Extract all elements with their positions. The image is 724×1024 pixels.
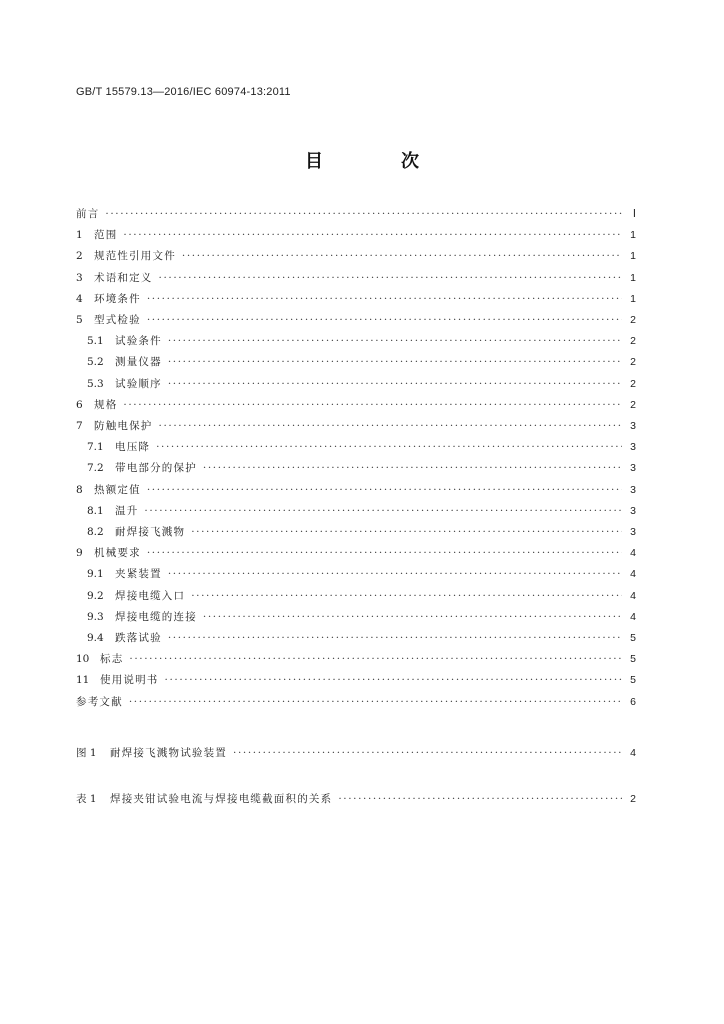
toc-entry-page: 4	[630, 610, 636, 623]
toc-entry[interactable]	[76, 672, 636, 688]
toc-entry-title: 焊接夹钳试验电流与焊接电缆截面积的关系	[110, 793, 333, 805]
toc-entry-page: 3	[630, 441, 636, 454]
toc-entry-page: 4	[630, 547, 636, 560]
toc-entry-page: 5	[630, 674, 636, 687]
toc-dot-leader	[165, 672, 623, 688]
toc-entry-number: 9.1	[87, 568, 104, 581]
toc-entry-page: 1	[630, 229, 636, 242]
toc-entry[interactable]	[76, 545, 636, 561]
toc-dot-leader	[182, 248, 622, 264]
standard-number: GB/T 15579.13—2016/IEC 60974-13:2011	[76, 86, 291, 98]
toc-entry-number: 7.2	[87, 462, 104, 475]
toc-entry[interactable]	[87, 354, 636, 370]
toc-entry-title: 规范性引用文件	[94, 250, 176, 263]
toc-dot-leader	[168, 630, 622, 646]
toc-entry[interactable]	[87, 609, 636, 625]
toc-entry-page: 3	[630, 526, 636, 538]
toc-entry-page: 3	[630, 420, 636, 432]
toc-entry[interactable]	[76, 248, 636, 264]
toc-entry-page: 4	[630, 589, 636, 602]
toc-entry-title: 焊接电缆的连接	[115, 610, 197, 623]
toc-entry-page: 4	[630, 568, 636, 581]
toc-entry[interactable]	[76, 270, 636, 286]
toc-entry-title: 机械要求	[94, 547, 141, 560]
toc-dot-leader	[159, 270, 623, 286]
toc-entry-number: 7	[76, 420, 83, 432]
toc-entry[interactable]	[76, 482, 636, 498]
toc-dot-leader	[129, 651, 622, 667]
toc-entry-page: 1	[630, 250, 636, 263]
toc-entry-number: 7.1	[87, 441, 104, 454]
toc-entry-title: 热额定值	[94, 483, 141, 496]
toc-entry-title: 术语和定义	[94, 271, 153, 284]
toc-entry[interactable]	[87, 524, 636, 540]
toc-entry-number: 5.2	[87, 356, 104, 369]
toc-entry-number: 10	[76, 653, 90, 666]
toc-dot-leader	[147, 291, 622, 307]
toc-entry[interactable]	[76, 694, 636, 710]
toc-dot-leader	[168, 376, 622, 392]
toc-dot-leader	[144, 503, 622, 519]
toc-dot-leader	[191, 588, 622, 604]
toc-entry-title: 耐焊接飞溅物试验装置	[110, 747, 227, 759]
toc-entry[interactable]	[87, 439, 636, 455]
page-title: 目 次	[305, 151, 449, 172]
toc-entry-title: 电压降	[115, 441, 151, 454]
toc-entry-number: 4	[76, 292, 83, 305]
toc-entry-number: 5.3	[87, 377, 104, 390]
toc-entry-title: 前言	[76, 208, 100, 220]
toc-entry-number: 6	[76, 398, 83, 411]
toc-entry-number: 9.2	[87, 589, 104, 602]
toc-entry-number: 1	[76, 229, 83, 242]
toc-dot-leader	[203, 460, 622, 476]
toc-entry-title: 焊接电缆入口	[115, 589, 186, 602]
toc-entry[interactable]	[87, 503, 636, 519]
toc-entry-number: 5.1	[87, 335, 104, 348]
toc-entry-title: 范围	[94, 229, 118, 242]
toc-entry-number: 8.1	[87, 504, 104, 517]
toc-entry[interactable]	[76, 291, 636, 307]
toc-entry-page: 2	[630, 377, 636, 390]
toc-entry-title: 使用说明书	[100, 674, 159, 687]
toc-entry-number: 9.3	[87, 610, 104, 623]
toc-entry-title: 带电部分的保护	[115, 462, 197, 475]
toc-entry-page: 6	[630, 695, 636, 708]
toc-entry[interactable]	[76, 312, 636, 328]
toc-entry-title: 测量仪器	[115, 356, 162, 369]
toc-entry-title: 跌落试验	[115, 632, 162, 644]
toc-entry-title: 耐焊接飞溅物	[115, 526, 186, 538]
toc-entry[interactable]	[87, 566, 636, 582]
toc-entry-page: 3	[630, 462, 636, 475]
toc-dot-leader	[168, 354, 622, 370]
toc-entry-page: 5	[630, 653, 636, 666]
toc-entry-title: 参考文献	[76, 695, 123, 708]
toc-entry[interactable]	[76, 397, 636, 413]
toc-entry[interactable]	[87, 376, 636, 392]
toc-dot-leader	[123, 397, 622, 413]
toc-dot-leader	[123, 227, 622, 243]
toc-dot-leader	[105, 206, 622, 222]
toc-entry-title: 规格	[94, 398, 118, 411]
toc-entry-page: 5	[630, 632, 636, 644]
toc-entry[interactable]	[76, 791, 636, 807]
toc-entry-number: 表 1	[76, 793, 97, 805]
toc-entry-page: 4	[630, 747, 636, 759]
toc-entry[interactable]	[76, 418, 636, 434]
toc-entry-title: 标志	[100, 653, 124, 666]
toc-entry[interactable]	[76, 206, 636, 222]
toc-entry-number: 11	[76, 674, 90, 687]
toc-entry-title: 型式检验	[94, 314, 141, 326]
toc-entry[interactable]	[76, 745, 636, 761]
toc-dot-leader	[338, 791, 622, 807]
toc-entry-title: 夹紧装置	[115, 568, 162, 581]
toc-entry-number: 2	[76, 250, 83, 263]
toc-entry-number: 9	[76, 547, 83, 560]
toc-entry-title: 试验条件	[115, 335, 162, 348]
toc-dot-leader	[168, 566, 622, 582]
toc-entry-page: Ⅰ	[632, 208, 636, 220]
toc-entry-number: 5	[76, 314, 83, 326]
toc-entry-title: 温升	[115, 504, 139, 517]
toc-dot-leader	[147, 482, 622, 498]
toc-dot-leader	[168, 333, 622, 349]
toc-entry-page: 2	[630, 356, 636, 369]
toc-entry-number: 9.4	[87, 632, 104, 644]
toc-entry-page: 2	[630, 793, 636, 805]
toc-dot-leader	[203, 609, 622, 625]
toc-entry[interactable]	[87, 588, 636, 604]
toc-entry-page: 2	[630, 398, 636, 411]
toc-entry-page: 3	[630, 483, 636, 496]
toc-entry-title: 环境条件	[94, 292, 141, 305]
toc-entry-page: 2	[630, 335, 636, 348]
toc-dot-leader	[159, 418, 623, 434]
toc-entry[interactable]	[76, 651, 636, 667]
toc-entry-number: 图 1	[76, 747, 97, 759]
toc-dot-leader	[129, 694, 622, 710]
toc-entry-page: 3	[630, 504, 636, 517]
toc-entry-title: 试验顺序	[115, 377, 162, 390]
toc-entry[interactable]	[87, 460, 636, 476]
toc-dot-leader	[233, 745, 622, 761]
toc-entry-number: 8	[76, 483, 83, 496]
toc-entry-title: 防触电保护	[94, 420, 153, 432]
toc-dot-leader	[147, 545, 622, 561]
toc-dot-leader	[191, 524, 622, 540]
toc-entry[interactable]	[76, 227, 636, 243]
toc-entry-page: 1	[630, 271, 636, 284]
toc-entry-number: 8.2	[87, 526, 104, 538]
toc-entry[interactable]	[87, 333, 636, 349]
toc-entry[interactable]	[87, 630, 636, 646]
toc-dot-leader	[156, 439, 622, 455]
toc-entry-page: 1	[630, 292, 636, 305]
toc-entry-page: 2	[630, 314, 636, 326]
toc-entry-number: 3	[76, 271, 83, 284]
toc-dot-leader	[147, 312, 622, 328]
